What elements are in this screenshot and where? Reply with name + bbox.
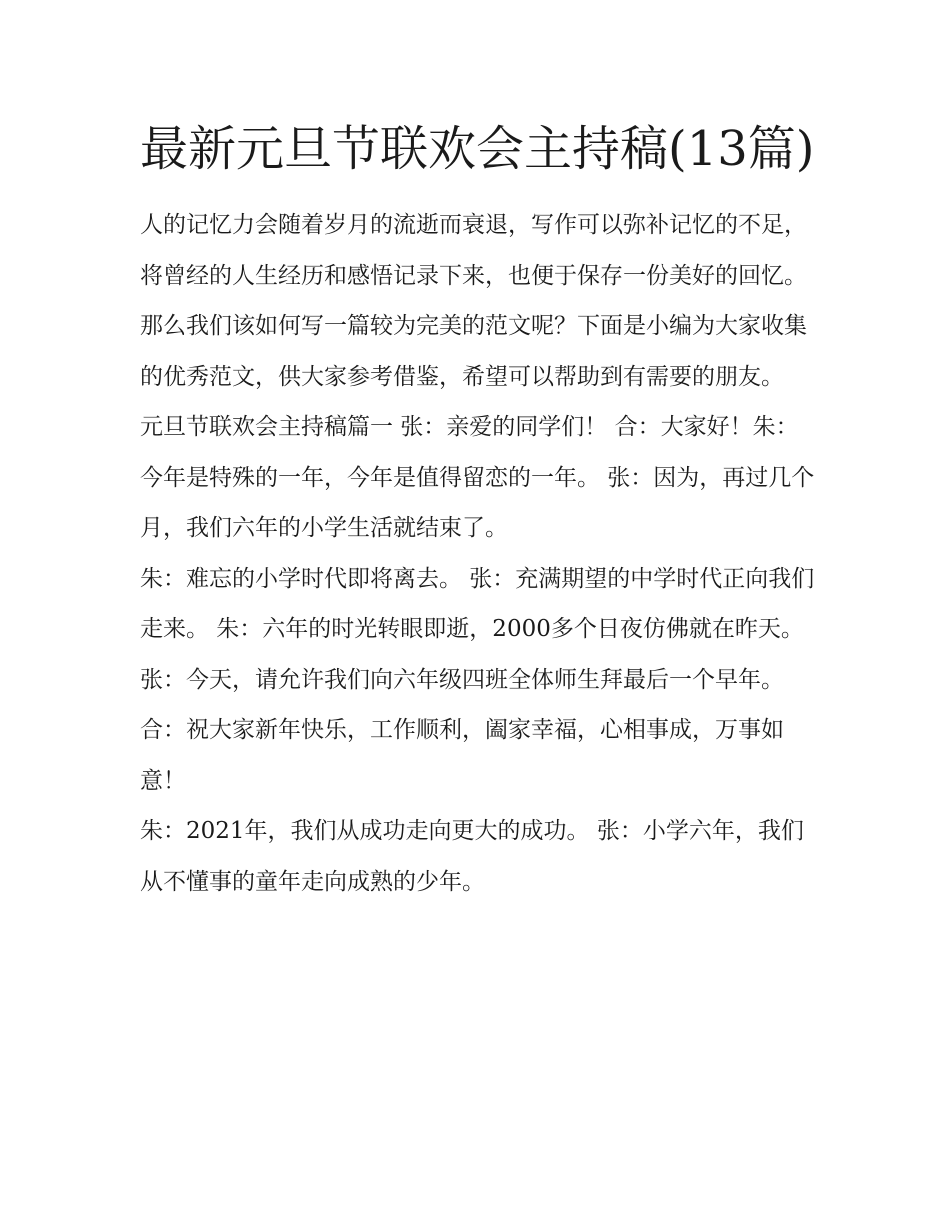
body-paragraph-2: 朱：难忘的小学时代即将离去。 张：充满期望的中学时代正向我们走来。 朱：六年的时光转眼即逝，2000多个日夜仿佛就在昨天。 [140, 565, 815, 642]
document-page [140, 108, 820, 907]
intro-paragraph: 人的记忆力会随着岁月的流逝而衰退，写作可以弥补记忆的不足，将曾经的人生经历和感悟记录下来，也便于保存一份美好的回忆。那么我们该如何写一篇较为完美的范文呢？下面是小编为大家收集的优秀范文，供大家参考借鉴，希望可以帮助到有需要的朋友。 [140, 212, 807, 390]
body-paragraph-3: 张：今天，请允许我们向六年级四班全体师生拜最后一个早年。 合：祝大家新年快乐，工作顺利，阖家幸福，心相事成，万事如意！ [140, 666, 784, 794]
document-title: 最新元旦节联欢会主持稿(13篇) [140, 121, 815, 177]
body-paragraph-1: 元旦节联欢会主持稿篇一 张：亲爱的同学们！ 合：大家好！朱：今年是特殊的一年，今年是值得留恋的一年。 张：因为，再过几个月，我们六年的小学生活就结束了。 [140, 414, 815, 541]
body-paragraph-4: 朱：2021年，我们从成功走向更大的成功。 张：小学六年，我们从不懂事的童年走向成熟的少年。 [140, 818, 804, 895]
